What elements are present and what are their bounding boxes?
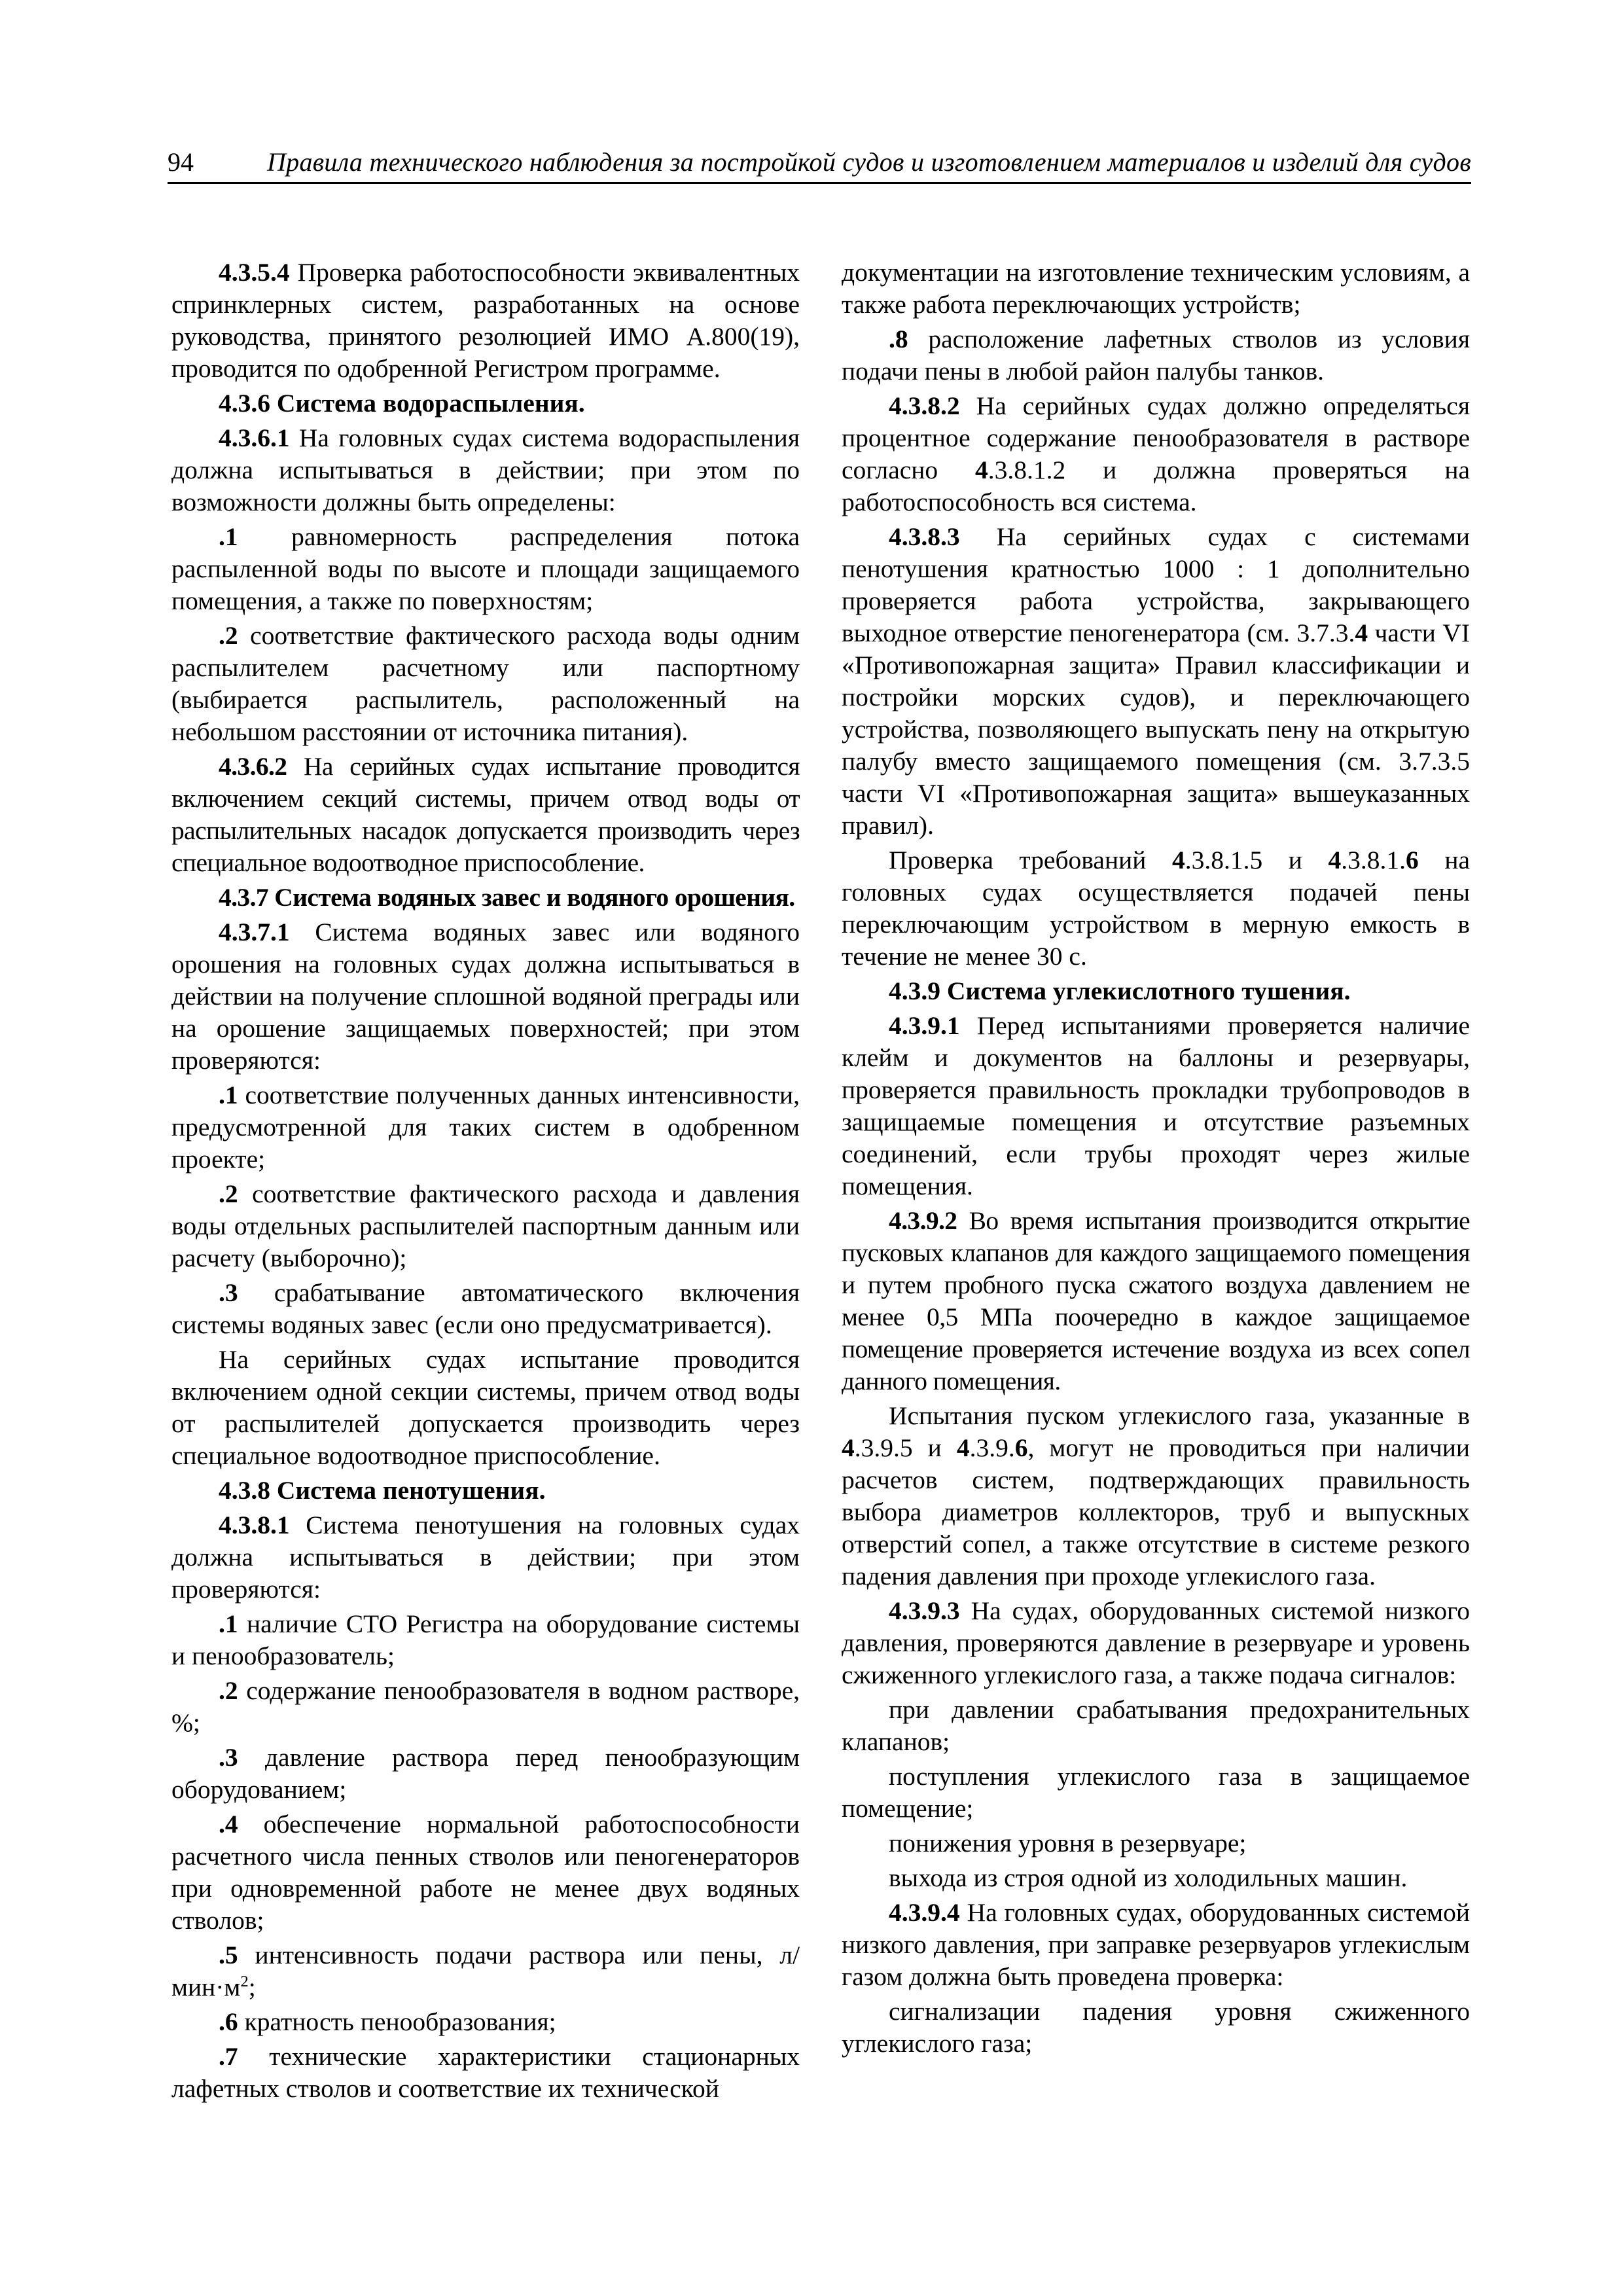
list-item: .1 соответствие полученных данных интенсивности, предусмотренной для таких систем в одобренном проекте; xyxy=(171,1081,800,1174)
clause-number: 4.3.8.3 xyxy=(889,522,960,551)
list-item: .4 обеспечение нормальной работоспособности расчетного числа пенных стволов или пеногенераторов при одновременной работе не менее двух водяных стволов; xyxy=(171,1810,800,1935)
right-column xyxy=(842,257,1470,2062)
paragraph: На серийных судах испытание проводится включением одной секции системы, причем отвод воды от распылителей допускается производить через специальное водоотводное приспособление. xyxy=(171,1345,800,1470)
section-heading: 4.3.7 Система водяных завес и водяного орошения. xyxy=(219,883,795,912)
running-header xyxy=(168,145,1471,184)
list-item: .2 соответствие фактического расхода и давления воды отдельных распылителей паспортным данным или расчету (выборочно); xyxy=(171,1179,800,1272)
clause-number: 4.3.9.3 xyxy=(889,1596,960,1625)
section-heading: 4.3.6 Система водораспыления. xyxy=(219,389,585,418)
section-heading: 4.3.9 Система углекислотного тушения. xyxy=(889,977,1351,1005)
paragraph: Проверка требований 4.3.8.1.5 и 4.3.8.1.6 на головных судах осуществляется подачей пены переключающим устройством в мерную емкость в течение не менее 30 с. xyxy=(842,846,1470,971)
clause-number: 4.3.7.1 xyxy=(219,918,290,946)
paragraph-continuation: документации на изготовление техническим условиям, а также работа переключающих устройств; xyxy=(842,258,1470,319)
paragraph: 4.3.8.2 На серийных судах должно определяться процентное содержание пенообразователя в растворе согласно 4.3.8.1.2 и должна проверяться на работоспособность вся система. xyxy=(842,391,1470,516)
list-item: сигнализации падения уровня сжиженного углекислого газа; xyxy=(842,1997,1470,2058)
list-item: .2 содержание пенообразователя в водном растворе, %; xyxy=(171,1676,800,1737)
paragraph: 4.3.6.2 На серийных судах испытание проводится включением секций системы, причем отвод воды от распылительных насадок допускается производить через специальное водоотводное приспособление. xyxy=(171,752,800,877)
paragraph: 4.3.5.4 Проверка работоспособности эквивалентных спринклерных систем, разработанных на основе руководства, принятого резолюцией ИМО А.800(19), проводится по одобренной Регистром программе. xyxy=(171,258,800,383)
list-item: .3 срабатывание автоматического включения системы водяных завес (если оно предусматривается). xyxy=(171,1278,800,1339)
clause-number: 4.3.9.1 xyxy=(889,1011,960,1040)
list-item: .3 давление раствора перед пенообразующим оборудованием; xyxy=(171,1743,800,1804)
list-item: выхода из строя одной из холодильных машин. xyxy=(889,1863,1408,1892)
clause-number: 4.3.9.2 xyxy=(889,1206,957,1235)
running-title: Правила технического наблюдения за постройкой судов и изготовлением материалов и изделий для судов xyxy=(266,147,1471,177)
paragraph: 4.3.9.3 На судах, оборудованных системой низкого давления, проверяются давление в резервуаре и уровень сжиженного углекислого газа, а также подача сигналов: xyxy=(842,1596,1470,1689)
list-item: понижения уровня в резервуаре; xyxy=(889,1829,1247,1857)
clause-number: 4.3.6.2 xyxy=(219,752,287,781)
clause-number: 4.3.8.2 xyxy=(889,391,960,420)
list-item: при давлении срабатывания предохранительных клапанов; xyxy=(842,1695,1470,1756)
paragraph: 4.3.9.2 Во время испытания производится открытие пусковых клапанов для каждого защищаемого помещения и путем пробного пуска сжатого воздуха давлением не менее 0,5 МПа поочередно в каждое защищаемое помещение проверяется истечение воздуха из всех сопел данного помещения. xyxy=(842,1206,1470,1395)
left-column xyxy=(171,257,800,2108)
paragraph: 4.3.8.3 На серийных судах с системами пенотушения кратностью 1000 : 1 дополнительно проверяется работа устройства, закрывающего выходное отверстие пеногенератора (см. 3.7.3.4 части VI «Противопожарная защита» Правил классификации и постройки морских судов), и переключающего устройства, позволяющего выпускать пену на открытую палубу вместо защищаемого помещения (см. 3.7.3.5 части VI «Противопожарная защита» вышеуказанных правил). xyxy=(842,522,1470,840)
page-number: 94 xyxy=(168,147,194,177)
paragraph: 4.3.9.1 Перед испытаниями проверяется наличие клейм и документов на баллоны и резервуары, проверяется правильность прокладки трубопроводов в защищаемые помещения и отсутствие разъемных соединений, если трубы проходят через жилые помещения. xyxy=(842,1011,1470,1200)
list-item: .8 расположение лафетных стволов из условия подачи пены в любой район палубы танков. xyxy=(842,325,1470,386)
list-item: .7 технические характеристики стационарных лафетных стволов и соответствие их технической xyxy=(171,2042,800,2103)
list-item: .1 равномерность распределения потока распыленной воды по высоте и площади защищаемого помещения, а также по поверхностям; xyxy=(171,522,800,615)
list-item: .5 интенсивность подачи раствора или пены, $л/мин\cdot м^2$; xyxy=(171,1941,800,2001)
paragraph: 4.3.9.4 На головных судах, оборудованных системой низкого давления, при заправке резервуаров углекислым газом должна быть проведена проверка: xyxy=(842,1898,1470,1991)
list-item: поступления углекислого газа в защищаемое помещение; xyxy=(842,1762,1470,1823)
paragraph: 4.3.7.1 Система водяных завес или водяного орошения на головных судах должна испытываться в действии на получение сплошной водяной преграды или на орошение защищаемых поверхностей; при этом проверяются: xyxy=(171,918,800,1075)
section-heading: 4.3.8 Система пенотушения. xyxy=(219,1476,546,1505)
list-item: .6 кратность пенообразования; xyxy=(219,2007,556,2036)
paragraph: 4.3.8.1 Система пенотушения на головных судах должна испытываться в действии; при этом проверяются: xyxy=(171,1511,800,1604)
paragraph: 4.3.6.1 На головных судах система водораспыления должна испытываться в действии; при этом по возможности должны быть определены: xyxy=(171,423,800,516)
clause-number: 4.3.5.4 xyxy=(219,258,290,287)
clause-number: 4.3.8.1 xyxy=(219,1511,290,1539)
list-item: .2 соответствие фактического расхода воды одним распылителем расчетному или паспортному (выбирается распылитель, расположенный на небольшом расстоянии от источника питания). xyxy=(171,621,800,746)
clause-number: 4.3.9.4 xyxy=(889,1898,960,1927)
list-item: .1 наличие СТО Регистра на оборудование системы и пенообразователь; xyxy=(171,1609,800,1670)
clause-number: 4.3.6.1 xyxy=(219,423,290,452)
paragraph: Испытания пуском углекислого газа, указанные в 4.3.9.5 и 4.3.9.6, могут не проводиться при наличии расчетов систем, подтверждающих правильность выбора диаметров коллекторов, труб и выпускных отверстий сопел, а также отсутствие в системе резкого падения давления при проходе углекислого газа. xyxy=(842,1401,1470,1590)
